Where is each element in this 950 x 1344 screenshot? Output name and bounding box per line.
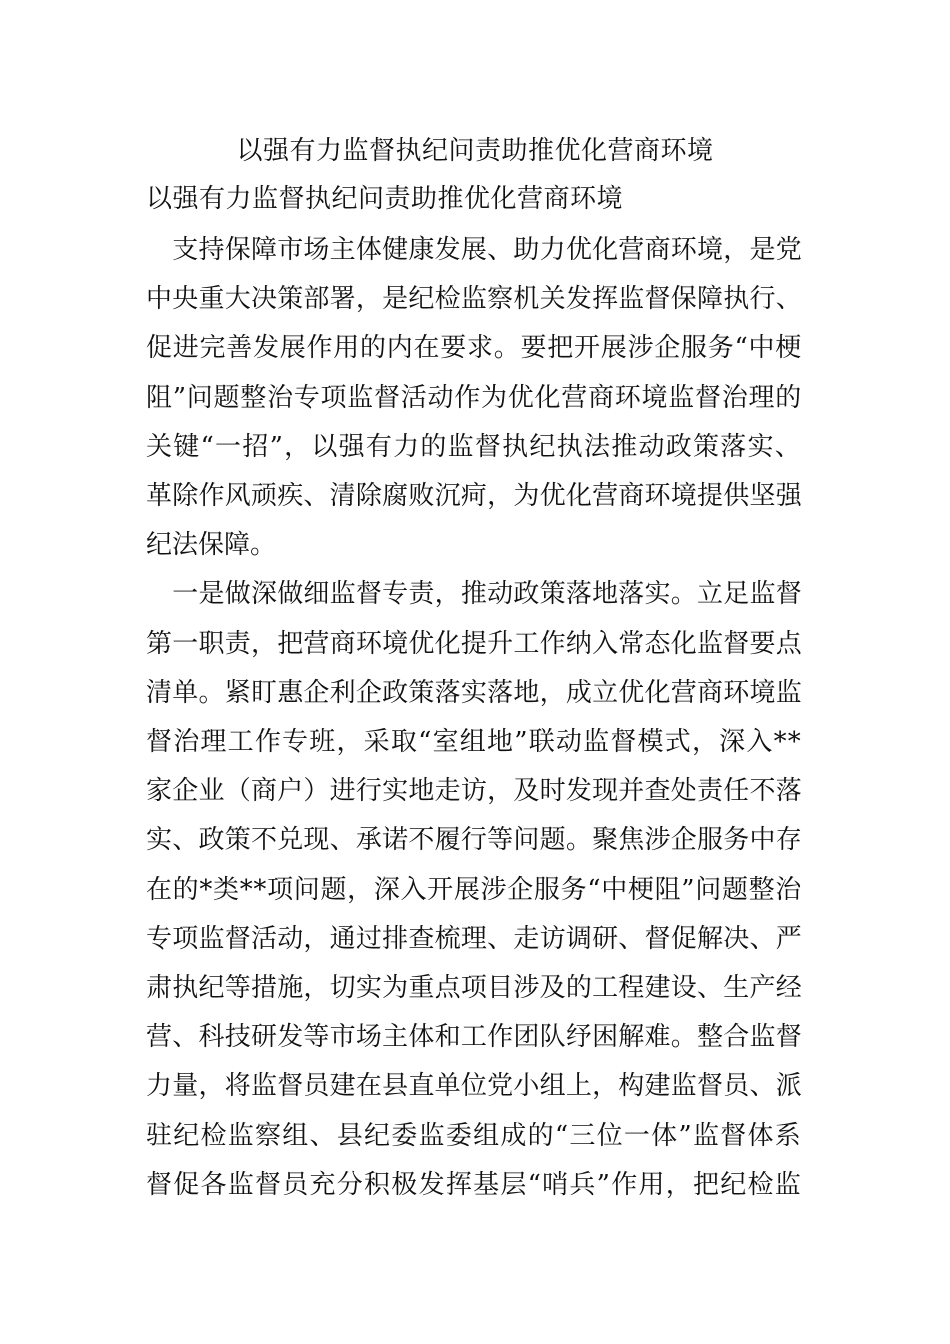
- paragraph-line: 肃执纪等措施，切实为重点项目涉及的工程建设、生产经: [146, 973, 802, 1003]
- document-title: 以强有力监督执纪问责助推优化营商环境: [236, 136, 714, 166]
- paragraph-line: 革除作风顽疾、清除腐败沉疴，为优化营商环境提供坚强: [146, 481, 802, 511]
- paragraph-line: 督治理工作专班，采取“室组地”联动监督模式，深入**: [146, 727, 802, 757]
- paragraph-line: 促进完善发展作用的内在要求。要把开展涉企服务“中梗: [146, 333, 802, 364]
- paragraph-line: 督促各监督员充分积极发挥基层“哨兵”作用，把纪检监: [146, 1169, 802, 1200]
- paragraph-line: 力量，将监督员建在县直单位党小组上，构建监督员、派: [146, 1071, 802, 1102]
- paragraph-line: 阻”问题整治专项监督活动作为优化营商环境监督治理的: [146, 382, 802, 413]
- paragraph-line: 实、政策不兑现、承诺不履行等问题。聚焦涉企服务中存: [146, 825, 802, 856]
- paragraph-line: 中央重大决策部署，是纪检监察机关发挥监督保障执行、: [146, 284, 802, 315]
- paragraph-line: 清单。紧盯惠企利企政策落实落地，成立优化营商环境监: [146, 677, 802, 708]
- document-subtitle: 以强有力监督执纪问责助推优化营商环境: [146, 184, 624, 214]
- paragraph-line: 一是做深做细监督专责，推动政策落地落实。立足监督: [146, 579, 802, 610]
- paragraph-line: 纪法保障。: [146, 530, 277, 561]
- paragraph-line: 在的*类**项问题，深入开展涉企服务“中梗阻”问题整治: [146, 874, 802, 905]
- paragraph-line: 营、科技研发等市场主体和工作团队纾困解难。整合监督: [146, 1022, 802, 1053]
- paragraph-line: 专项监督活动，通过排查梳理、走访调研、督促解决、严: [146, 923, 802, 954]
- paragraph-line: 支持保障市场主体健康发展、助力优化营商环境，是党: [146, 235, 802, 265]
- paragraph-line: 家企业（商户）进行实地走访，及时发现并查处责任不落: [146, 776, 802, 807]
- paragraph-line: 第一职责，把营商环境优化提升工作纳入常态化监督要点: [146, 628, 802, 659]
- paragraph-line: 驻纪检监察组、县纪委监委组成的“三位一体”监督体系: [146, 1120, 802, 1151]
- paragraph-line: 关键“一招”，以强有力的监督执纪执法推动政策落实、: [146, 431, 802, 462]
